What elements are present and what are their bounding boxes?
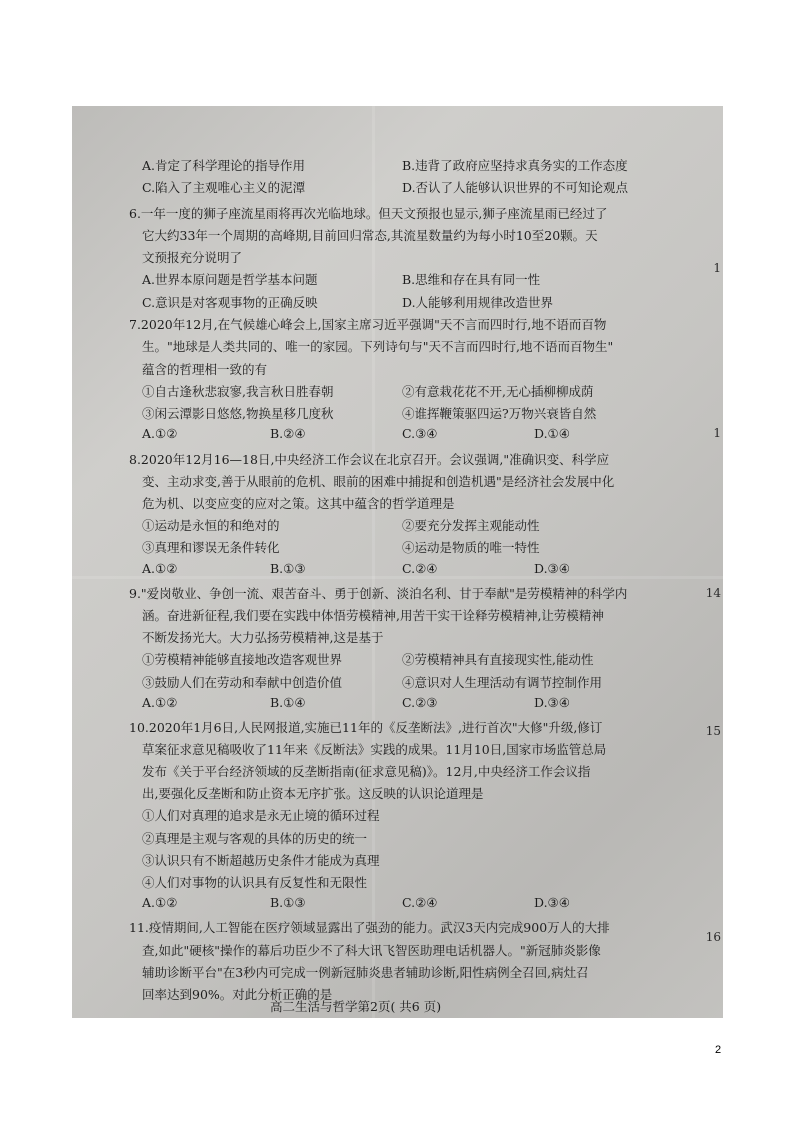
option-text: A.①②	[142, 895, 178, 910]
text-line: 查,如此"硬核"操作的幕后功臣少不了科大讯飞智医助理电话机器人。"新冠肺炎影像	[142, 943, 601, 958]
option-text: ②要充分发挥主观能动性	[402, 518, 540, 533]
text-line: ②真理是主观与客观的具体的历史的统一	[142, 831, 368, 846]
exam-page-photo	[72, 106, 723, 1018]
edge-mark: 15	[705, 724, 721, 738]
option-text: B.①④	[270, 695, 306, 710]
option-text: ①运动是永恒的和绝对的	[142, 518, 280, 533]
text-line: 出,要强化反垄断和防止资本无序扩张。这反映的认识论道理是	[142, 786, 484, 801]
option-text: ③真理和谬误无条件转化	[142, 540, 280, 555]
option-text: C.陷入了主观唯心主义的泥潭	[142, 180, 306, 195]
option-text: A.肯定了科学理论的指导作用	[142, 158, 306, 173]
text-line: 8.2020年12月16—18日,中央经济工作会议在北京召开。会议强调,"准确识变、科学应	[129, 452, 610, 467]
text-line: 发布《关于平台经济领域的反垄断指南(征求意见稿)》。12月,中央经济工作会议指	[142, 764, 591, 779]
option-text: ②有意栽花花不开,无心插柳柳成荫	[402, 384, 594, 399]
text-line: 它大约33年一个周期的高峰期,目前回归常态,其流星数量约为每小时10至20颗。天	[142, 228, 598, 243]
option-text: C.③④	[402, 426, 438, 441]
text-line: 蕴含的哲理相一致的有	[142, 362, 268, 377]
text-line: 回率达到90%。对此分析正确的是	[142, 987, 333, 1002]
page-footer: 高二生活与哲学第2页( 共6 页)	[270, 999, 442, 1014]
edge-mark: 1	[713, 426, 721, 440]
option-text: B.①③	[270, 895, 306, 910]
option-text: D.①④	[534, 426, 570, 441]
text-line: ①人们对真理的追求是永无止境的循环过程	[142, 808, 380, 823]
option-text: ①劳模精神能够直接地改造客观世界	[142, 652, 343, 667]
text-line: 辅助诊断平台"在3秒内可完成一例新冠肺炎患者辅助诊断,阳性病例全召回,病灶召	[142, 965, 589, 980]
option-text: ②劳模精神具有直接现实性,能动性	[402, 652, 594, 667]
option-text: C.②④	[402, 561, 438, 576]
text-line: 生。"地球是人类共同的、唯一的家园。下列诗句与"天不言而四时行,地不语而百物生"	[142, 339, 614, 354]
option-text: ③鼓励人们在劳动和奉献中创造价值	[142, 675, 343, 690]
text-line: 9."爱岗敬业、争创一流、艰苦奋斗、勇于创新、淡泊名利、甘于奉献"是劳模精神的科学内	[129, 586, 628, 601]
edge-mark: 1	[713, 261, 721, 275]
option-text: C.意识是对客观事物的正确反映	[142, 295, 318, 310]
text-line: 6.一年一度的狮子座流星雨将再次光临地球。但天文预报也显示,狮子座流星雨已经过了	[129, 206, 608, 221]
option-text: B.违背了政府应坚持求真务实的工作态度	[402, 158, 628, 173]
text-line: 文预报充分说明了	[142, 250, 243, 265]
text-line: 危为机、以变应变的应对之策。这其中蕴含的哲学道理是	[142, 496, 455, 511]
option-text: D.人能够利用规律改造世界	[402, 295, 554, 310]
option-text: ③闲云潭影日悠悠,物换星移几度秋	[142, 406, 334, 421]
option-text: A.①②	[142, 426, 178, 441]
text-line: ④人们对事物的认识具有反复性和无限性	[142, 875, 368, 890]
exam-text-area	[72, 106, 723, 1018]
text-line: 11.疫情期间,人工智能在医疗领域显露出了强劲的能力。武汉3天内完成900万人的大排	[129, 920, 610, 935]
text-line: ③认识只有不断超越历史条件才能成为真理	[142, 853, 380, 868]
text-line: 不断发扬光大。大力弘扬劳模精神,这是基于	[142, 630, 384, 645]
option-text: C.②④	[402, 895, 438, 910]
text-line: 草案征求意见稿吸收了11年来《反断法》实践的成果。11月10日,国家市场监管总局	[142, 742, 607, 757]
option-text: D.③④	[534, 695, 570, 710]
option-text: A.世界本原问题是哲学基本问题	[142, 272, 318, 287]
option-text: B.思维和存在具有同一性	[402, 272, 541, 287]
text-line: 涵。奋进新征程,我们要在实践中体悟劳模精神,用苦干实干诠释劳模精神,让劳模精神	[142, 608, 604, 623]
option-text: A.①②	[142, 695, 178, 710]
option-text: D.③④	[534, 561, 570, 576]
option-text: ④意识对人生理活动有调节控制作用	[402, 675, 603, 690]
text-line: 7.2020年12月,在气候雄心峰会上,国家主席习近平强调"天不言而四时行,地不语而百物	[129, 317, 607, 332]
option-text: D.③④	[534, 895, 570, 910]
option-text: ④谁挥鞭策驱四运?万物兴衰皆自然	[402, 406, 597, 421]
option-text: B.①③	[270, 561, 306, 576]
option-text: B.②④	[270, 426, 306, 441]
text-line: 10.2020年1月6日,人民网报道,实施已11年的《反垄断法》,进行首次"大修"升级,修订	[129, 720, 603, 735]
option-text: ④运动是物质的唯一特性	[402, 540, 540, 555]
page-number: 2	[715, 1044, 722, 1056]
option-text: ①自古逢秋悲寂寥,我言秋日胜春朝	[142, 384, 334, 399]
option-text: A.①②	[142, 561, 178, 576]
option-text: D.否认了人能够认识世界的不可知论观点	[402, 180, 629, 195]
edge-mark: 14	[705, 586, 721, 600]
option-text: C.②③	[402, 695, 438, 710]
text-line: 变、主动求变,善于从眼前的危机、眼前的困难中捕捉和创造机遇"是经济社会发展中化	[142, 474, 615, 489]
edge-mark: 16	[705, 930, 721, 944]
